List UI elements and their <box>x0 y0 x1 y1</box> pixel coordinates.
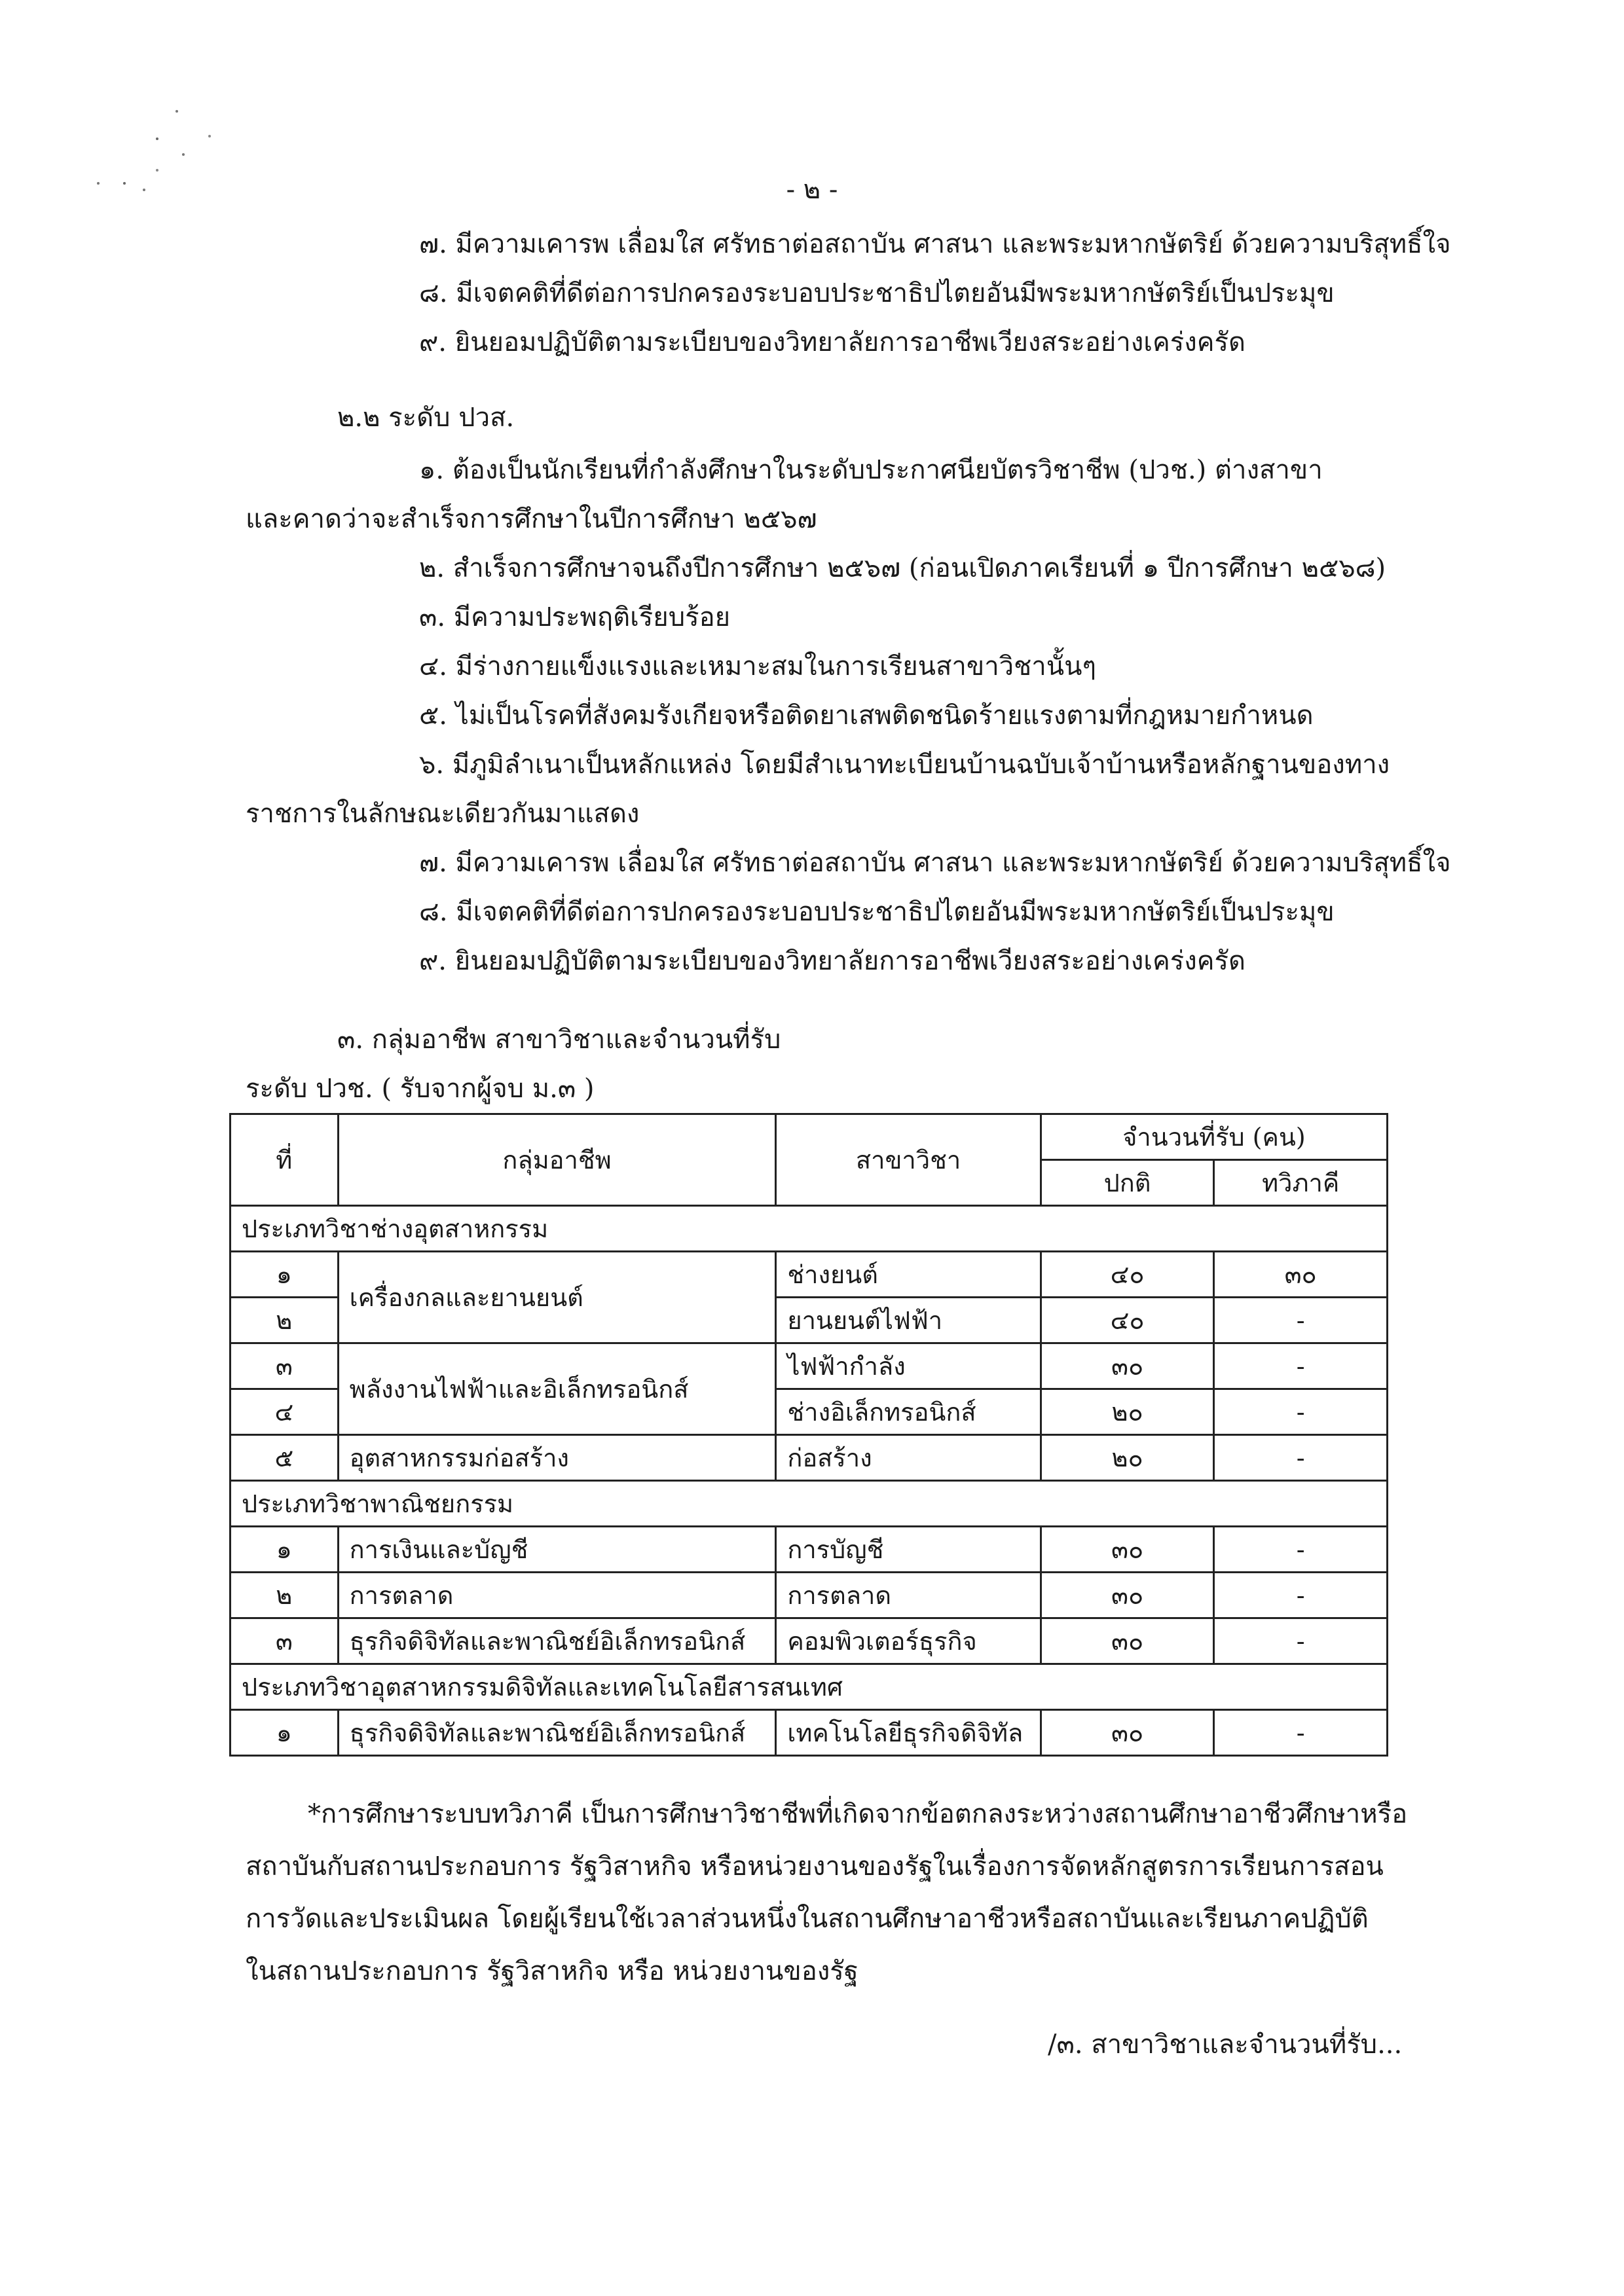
cell-dual: - <box>1214 1298 1388 1343</box>
cell-normal: ๔๐ <box>1041 1298 1213 1343</box>
header-group: กลุ่มอาชีพ <box>338 1114 776 1206</box>
cell-dual: - <box>1214 1389 1388 1435</box>
quota-table <box>229 1113 1388 1757</box>
cell-major: การตลาด <box>776 1573 1041 1618</box>
section-22-heading: ๒.๒ ระดับ ปวส. <box>337 403 515 433</box>
cell-major: ไฟฟ้ากำลัง <box>776 1343 1041 1389</box>
cell-major: ช่างอิเล็กทรอนิกส์ <box>776 1389 1041 1435</box>
section-3-level: ระดับ ปวช. ( รับจากผู้จบ ม.๓ ) <box>246 1074 595 1104</box>
page-number: - ๒ - <box>786 175 838 205</box>
cell-group: ธุรกิจดิจิทัลและพาณิชย์อิเล็กทรอนิกส์ <box>338 1618 776 1664</box>
cell-dual: - <box>1214 1527 1388 1573</box>
cell-group: การตลาด <box>338 1573 776 1618</box>
table-row <box>231 1435 1388 1481</box>
cell-dual: - <box>1214 1618 1388 1664</box>
s22-item-8: ๘. มีเจตคติที่ดีต่อการปกครองระบอบประชาธิปไตยอันมีพระมหากษัตริย์เป็นประมุข <box>419 897 1335 927</box>
header-no: ที่ <box>231 1114 339 1206</box>
s22-item-1-line-2: และคาดว่าจะสำเร็จการศึกษาในปีการศึกษา ๒๕๖๗ <box>246 504 817 534</box>
cell-no: ๒ <box>231 1573 339 1618</box>
cell-no: ๔ <box>231 1389 339 1435</box>
top-item-9: ๙. ยินยอมปฏิบัติตามระเบียบของวิทยาลัยการอาชีพเวียงสระอย่างเคร่งครัด <box>419 327 1246 357</box>
s22-item-3: ๓. มีความประพฤติเรียบร้อย <box>419 602 731 632</box>
table-header-row-1 <box>231 1114 1388 1160</box>
footnote-line-4: ในสถานประกอบการ รัฐวิสาหกิจ หรือ หน่วยงานของรัฐ <box>246 1956 858 1986</box>
cell-no: ๒ <box>231 1298 339 1343</box>
cell-normal: ๓๐ <box>1041 1618 1213 1664</box>
cell-major: ก่อสร้าง <box>776 1435 1041 1481</box>
cell-no: ๑ <box>231 1710 339 1756</box>
s22-item-1-line-1: ๑. ต้องเป็นนักเรียนที่กำลังศึกษาในระดับประกาศนียบัตรวิชาชีพ (ปวช.) ต่างสาขา <box>419 455 1323 485</box>
table-row <box>231 1618 1388 1664</box>
footnote-line-2: สถาบันกับสถานประกอบการ รัฐวิสาหกิจ หรือหน่วยงานของรัฐในเรื่องการจัดหลักสูตรการเรียนการสอน <box>246 1851 1384 1882</box>
s22-item-4: ๔. มีร่างกายแข็งแรงและเหมาะสมในการเรียนสาขาวิชานั้นๆ <box>419 651 1096 682</box>
cell-normal: ๓๐ <box>1041 1527 1213 1573</box>
category-row <box>231 1206 1388 1252</box>
cell-group: เครื่องกลและยานยนต์ <box>338 1252 776 1343</box>
cell-normal: ๒๐ <box>1041 1435 1213 1481</box>
top-item-7: ๗. มีความเคารพ เลื่อมใส ศรัทธาต่อสถาบัน ศาสนา และพระมหากษัตริย์ ด้วยความบริสุทธิ์ใจ <box>419 229 1451 259</box>
continuation-note: /๓. สาขาวิชาและจำนวนที่รับ... <box>1048 2030 1403 2060</box>
cell-normal: ๓๐ <box>1041 1343 1213 1389</box>
cell-normal: ๔๐ <box>1041 1252 1213 1298</box>
cell-group: อุตสาหกรรมก่อสร้าง <box>338 1435 776 1481</box>
s22-item-5: ๕. ไม่เป็นโรคที่สังคมรังเกียจหรือติดยาเสพติดชนิดร้ายแรงตามที่กฎหมายกำหนด <box>419 701 1314 731</box>
cell-dual: - <box>1214 1435 1388 1481</box>
scan-specks <box>59 92 229 210</box>
cell-group: การเงินและบัญชี <box>338 1527 776 1573</box>
cell-no: ๓ <box>231 1618 339 1664</box>
table-row <box>231 1527 1388 1573</box>
cell-no: ๕ <box>231 1435 339 1481</box>
header-major: สาขาวิชา <box>776 1114 1041 1206</box>
cell-dual: - <box>1214 1573 1388 1618</box>
cell-major: เทคโนโลยีธุรกิจดิจิทัล <box>776 1710 1041 1756</box>
cell-dual: - <box>1214 1710 1388 1756</box>
category-row <box>231 1664 1388 1710</box>
header-quota: จำนวนที่รับ (คน) <box>1041 1114 1387 1160</box>
cell-group: พลังงานไฟฟ้าและอิเล็กทรอนิกส์ <box>338 1343 776 1435</box>
cell-major: คอมพิวเตอร์ธุรกิจ <box>776 1618 1041 1664</box>
s22-item-6-line-2: ราชการในลักษณะเดียวกันมาแสดง <box>246 799 640 829</box>
top-item-8: ๘. มีเจตคติที่ดีต่อการปกครองระบอบประชาธิปไตยอันมีพระมหากษัตริย์เป็นประมุข <box>419 278 1335 308</box>
cell-group: ธุรกิจดิจิทัลและพาณิชย์อิเล็กทรอนิกส์ <box>338 1710 776 1756</box>
cell-no: ๑ <box>231 1527 339 1573</box>
s22-item-2: ๒. สำเร็จการศึกษาจนถึงปีการศึกษา ๒๕๖๗ (ก่อนเปิดภาคเรียนที่ ๑ ปีการศึกษา ๒๕๖๘) <box>419 553 1386 583</box>
cell-normal: ๓๐ <box>1041 1573 1213 1618</box>
cell-major: ช่างยนต์ <box>776 1252 1041 1298</box>
s22-item-9: ๙. ยินยอมปฏิบัติตามระเบียบของวิทยาลัยการอาชีพเวียงสระอย่างเคร่งครัด <box>419 946 1246 976</box>
category-title: ประเภทวิชาพาณิชยกรรม <box>231 1481 1388 1527</box>
section-3-heading: ๓. กลุ่มอาชีพ สาขาวิชาและจำนวนที่รับ <box>337 1025 781 1055</box>
category-title: ประเภทวิชาช่างอุตสาหกรรม <box>231 1206 1388 1252</box>
footnote-line-1: *การศึกษาระบบทวิภาคี เป็นการศึกษาวิชาชีพที่เกิดจากข้อตกลงระหว่างสถานศึกษาอาชีวศึกษาหรือ <box>308 1799 1408 1829</box>
cell-no: ๓ <box>231 1343 339 1389</box>
category-row <box>231 1481 1388 1527</box>
s22-item-7: ๗. มีความเคารพ เลื่อมใส ศรัทธาต่อสถาบัน ศาสนา และพระมหากษัตริย์ ด้วยความบริสุทธิ์ใจ <box>419 848 1451 878</box>
cell-dual: ๓๐ <box>1214 1252 1388 1298</box>
s22-item-6-line-1: ๖. มีภูมิลำเนาเป็นหลักแหล่ง โดยมีสำเนาทะเบียนบ้านฉบับเจ้าบ้านหรือหลักฐานของทาง <box>419 750 1390 780</box>
header-dual: ทวิภาคี <box>1214 1160 1388 1206</box>
cell-major: การบัญชี <box>776 1527 1041 1573</box>
category-title: ประเภทวิชาอุตสาหกรรมดิจิทัลและเทคโนโลยีสารสนเทศ <box>231 1664 1388 1710</box>
cell-dual: - <box>1214 1343 1388 1389</box>
table-row <box>231 1343 1388 1389</box>
footnote-line-3: การวัดและประเมินผล โดยผู้เรียนใช้เวลาส่วนหนึ่งในสถานศึกษาอาชีวหรือสถาบันและเรียนภาคปฏิบัติ <box>246 1904 1369 1934</box>
header-normal: ปกติ <box>1041 1160 1213 1206</box>
cell-normal: ๓๐ <box>1041 1710 1213 1756</box>
cell-no: ๑ <box>231 1252 339 1298</box>
table-row <box>231 1573 1388 1618</box>
table-row <box>231 1710 1388 1756</box>
cell-major: ยานยนต์ไฟฟ้า <box>776 1298 1041 1343</box>
cell-normal: ๒๐ <box>1041 1389 1213 1435</box>
table-row <box>231 1252 1388 1298</box>
